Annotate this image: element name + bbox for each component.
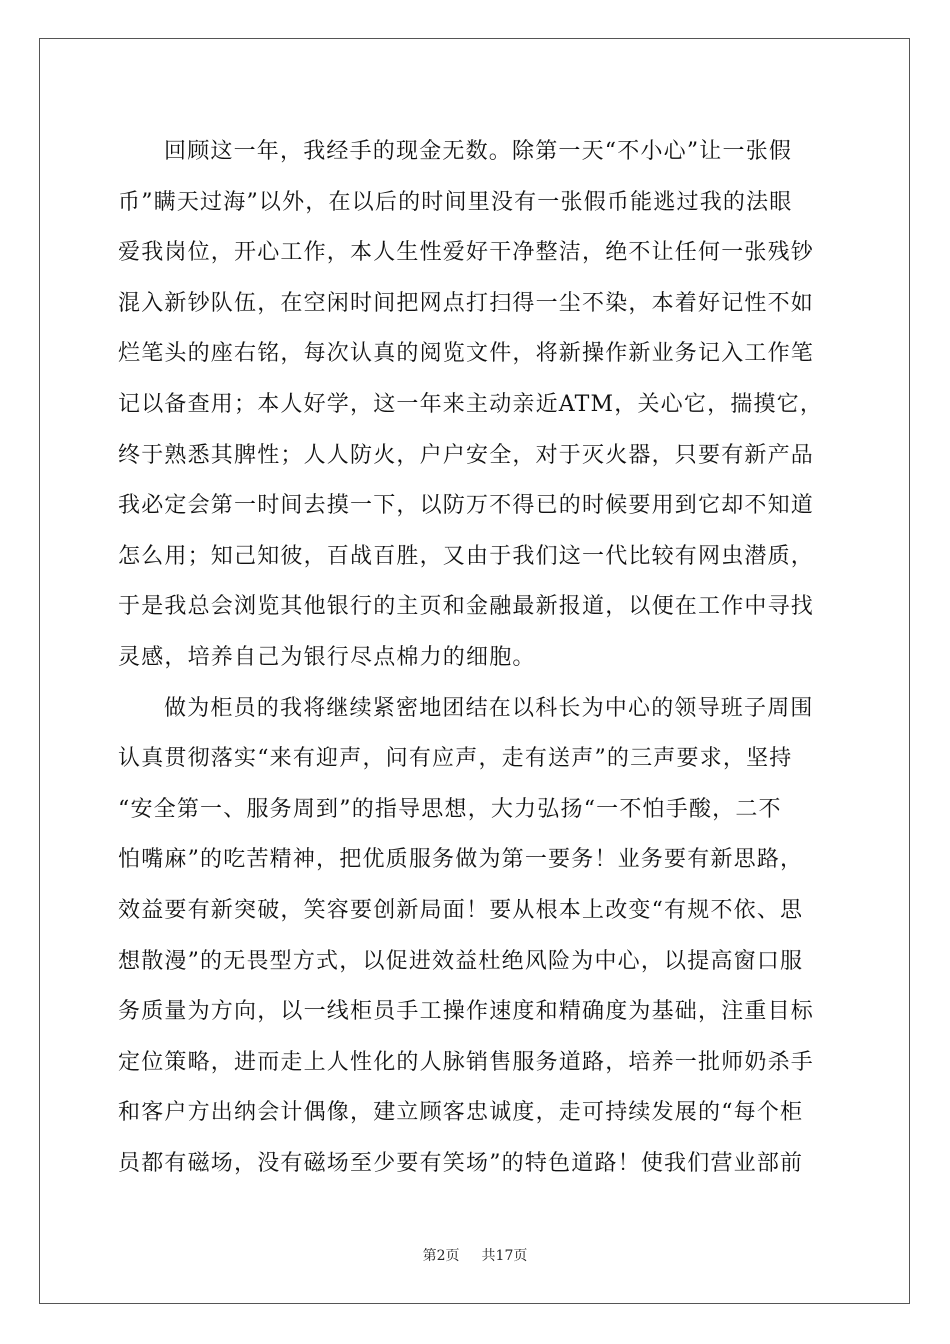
paragraph-2-line: 定位策略，进而走上人性化的人脉销售服务道路，培养一批师奶杀手 xyxy=(118,1049,815,1075)
page-total: 共17页 xyxy=(481,1248,528,1264)
paragraph-1-line: 于是我总会浏览其他银行的主页和金融最新报道，以便在工作中寻找 xyxy=(118,594,815,620)
paragraph-1-line: 烂笔头的座右铭，每次认真的阅览文件，将新操作新业务记入工作笔 xyxy=(118,341,815,367)
paragraph-1-line: 爱我岗位，开心工作，本人生性爱好干净整洁，绝不让任何一张残钞 xyxy=(118,240,815,266)
paragraph-1-line: 灵感，培养自己为银行尽点棉力的细胞。 xyxy=(118,644,536,670)
page-footer xyxy=(0,1247,950,1265)
document-body xyxy=(118,127,838,1189)
paragraph-1-line: 回顾这一年，我经手的现金无数。除第一天“不小心”让一张假 xyxy=(164,139,793,164)
paragraph-2-line: 怕嘴麻”的吃苦精神，把优质服务做为第一要务！业务要有新思路， xyxy=(118,847,804,873)
paragraph-1-line: 终于熟悉其脾性；人人防火，户户安全，对于灭火器，只要有新产品 xyxy=(118,442,815,468)
paragraph-1-line: 我必定会第一时间去摸一下，以防万不得已的时候要用到它却不知道 xyxy=(118,493,815,519)
paragraph-2-line: 想散漫”的无畏型方式，以促进效益杜绝风险为中心，以提高窗口服 xyxy=(118,948,804,974)
paragraph-1-line: 记以备查用；本人好学，这一年来主动亲近ATM，关心它，揣摸它， xyxy=(118,391,824,417)
page-number: 第2页 xyxy=(422,1248,460,1264)
paragraph-1-line: 混入新钞队伍，在空闲时间把网点打扫得一尘不染，本着好记性不如 xyxy=(118,290,815,316)
paragraph-1-line: 币”瞒天过海”以外，在以后的时间里没有一张假币能逃过我的法眼 xyxy=(118,189,793,215)
paragraph-2-line: 务质量为方向，以一线柜员手工操作速度和精确度为基础，注重目标 xyxy=(118,999,815,1025)
paragraph-2-line: 和客户方出纳会计偶像，建立顾客忠诚度，走可持续发展的“每个柜 xyxy=(118,1100,804,1126)
paragraph-2-line: 认真贯彻落实“来有迎声，问有应声，走有送声”的三声要求，坚持 xyxy=(118,746,793,772)
paragraph-1-line: 怎么用；知己知彼，百战百胜，又由于我们这一代比较有网虫潜质， xyxy=(118,543,815,569)
paragraph-2-line: 效益要有新突破，笑容要创新局面！要从根本上改变“有规不依、思 xyxy=(118,897,804,923)
paragraph-2-line: 做为柜员的我将继续紧密地团结在以科长为中心的领导班子周围 xyxy=(164,695,814,721)
paragraph-2-line: 员都有磁场，没有磁场至少要有笑场”的特色道路！使我们营业部前 xyxy=(118,1150,804,1176)
paragraph-2-line: “安全第一、服务周到”的指导思想，大力弘扬“一不怕手酸，二不 xyxy=(118,796,782,822)
